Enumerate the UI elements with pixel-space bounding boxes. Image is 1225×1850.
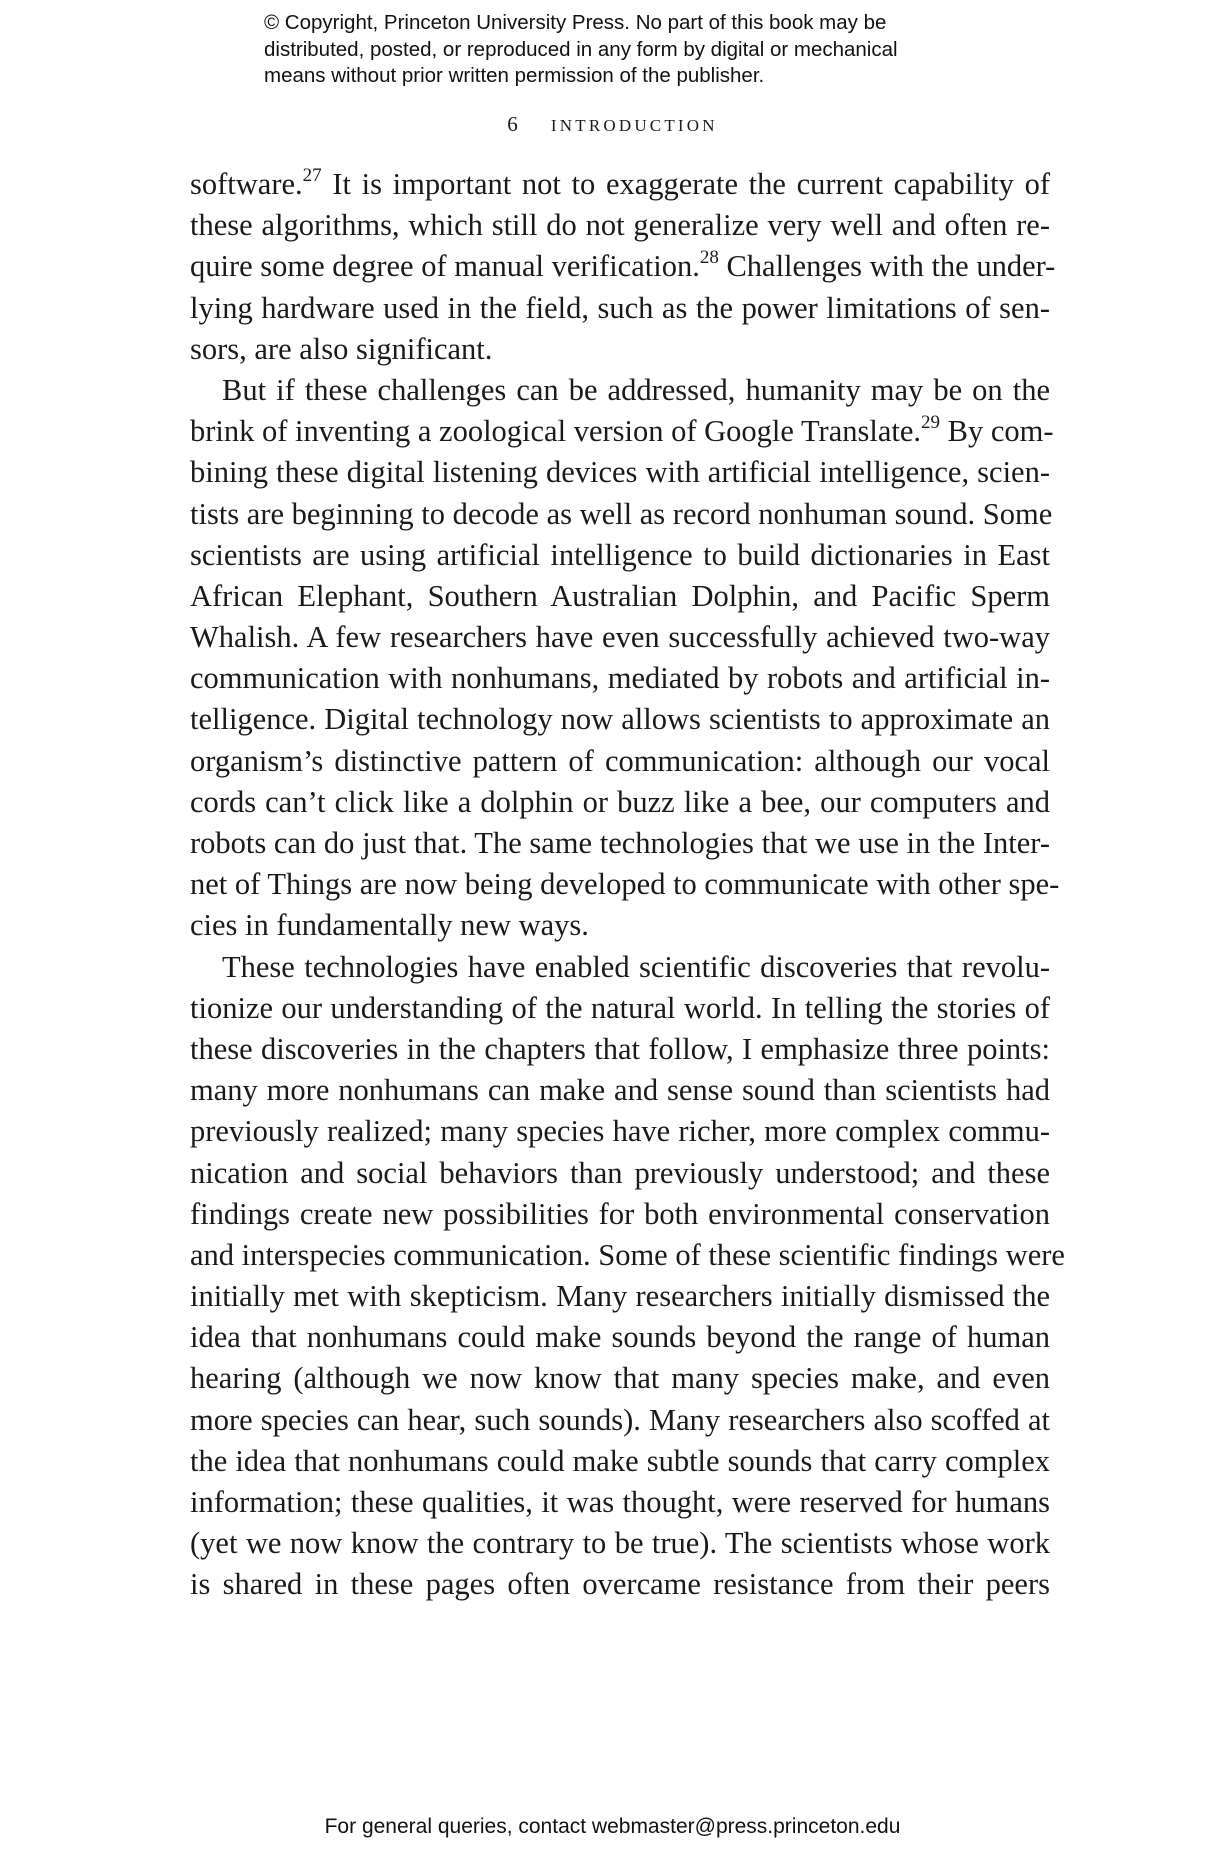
text-line	[190, 617, 1050, 658]
text-line	[190, 1358, 1050, 1399]
text-segment: These technologies have enabled scientific discoveries that revolu-	[222, 949, 1050, 984]
text-segment: previously realized; many species have richer, more complex commu-	[190, 1114, 1050, 1149]
footnote-reference: 29	[921, 411, 941, 433]
text-line	[190, 205, 1050, 246]
text-line	[190, 905, 1050, 946]
text-segment: software.	[190, 167, 303, 201]
text-segment: Challenges with the under-	[718, 249, 1056, 284]
text-line	[190, 164, 1050, 205]
text-line	[190, 1400, 1050, 1441]
text-line	[190, 1317, 1050, 1358]
text-line	[190, 823, 1050, 864]
text-line	[190, 535, 1050, 576]
text-line	[190, 1441, 1050, 1482]
text-line	[190, 782, 1050, 823]
section-title: INTRODUCTION	[550, 116, 718, 135]
text-line	[190, 452, 1050, 493]
text-line	[190, 246, 1056, 287]
text-segment: communication with nonhumans, mediated by robots and artificial in-	[190, 661, 1050, 696]
text-line	[190, 947, 1050, 988]
text-line	[190, 411, 1054, 452]
text-segment: nication and social behaviors than previously understood; and these	[190, 1155, 1050, 1190]
text-line	[190, 288, 1050, 329]
text-line	[190, 1153, 1050, 1194]
text-segment: lying hardware used in the field, such as the power limitations of sen-	[190, 290, 1050, 325]
text-line	[190, 699, 1050, 740]
text-segment: sors, are also significant.	[190, 331, 493, 366]
text-line	[190, 370, 1050, 411]
text-line	[190, 329, 1050, 370]
text-segment: findings create new possibilities for both environmental conservation	[190, 1196, 1050, 1231]
body-text	[190, 164, 1065, 1606]
text-segment: African Elephant, Southern Australian Dolphin, and Pacific Sperm	[190, 578, 1050, 613]
text-segment: hearing (although we now know that many species make, and even	[190, 1361, 1050, 1396]
text-segment: scientists are using artificial intelligence to build dictionaries in East	[190, 537, 1050, 572]
text-segment: more species can hear, such sounds). Many researchers also scoffed at	[190, 1402, 1050, 1437]
text-segment: these discoveries in the chapters that follow, I emphasize three points:	[190, 1031, 1050, 1066]
text-line	[190, 658, 1050, 699]
text-segment: initially met with skepticism. Many researchers initially dismissed the	[190, 1279, 1050, 1314]
text-line	[190, 988, 1050, 1029]
copyright-line: distributed, posted, or reproduced in any form by digital or mechanical	[264, 37, 898, 61]
footer-contact: For general queries, contact webmaster@press.princeton.edu	[324, 1815, 901, 1838]
text-line	[190, 1111, 1050, 1152]
text-line	[190, 1564, 1050, 1605]
footnote-reference: 27	[302, 164, 322, 186]
text-segment: cies in fundamentally new ways.	[190, 908, 589, 943]
text-segment: By com-	[940, 414, 1054, 449]
text-segment: these algorithms, which still do not generalize very well and often re-	[190, 208, 1050, 243]
text-line	[190, 741, 1050, 782]
text-segment: many more nonhumans can make and sense sound than scientists had	[190, 1073, 1050, 1108]
text-line	[190, 1070, 1050, 1111]
text-line	[190, 1523, 1050, 1564]
text-segment: idea that nonhumans could make sounds beyond the range of human	[190, 1320, 1050, 1355]
text-line	[190, 1235, 1065, 1276]
text-segment: But if these challenges can be addressed, humanity may be on the	[222, 372, 1050, 407]
running-head	[0, 112, 1225, 137]
copyright-line: © Copyright, Princeton University Press. No part of this book may be	[264, 11, 887, 34]
text-segment: and interspecies communication. Some of these scientific findings were	[190, 1237, 1065, 1272]
text-segment: quire some degree of manual verification.	[190, 249, 700, 284]
text-line	[190, 494, 1053, 535]
footnote-reference: 28	[699, 247, 719, 269]
text-segment: information; these qualities, it was thought, were reserved for humans	[190, 1485, 1050, 1519]
text-segment: (yet we now know the contrary to be true). The scientists whose work	[190, 1526, 1050, 1561]
text-segment: tionize our understanding of the natural world. In telling the stories of	[190, 990, 1050, 1025]
text-segment: is shared in these pages often overcame resistance from their peers	[190, 1567, 1050, 1602]
text-segment: bining these digital listening devices with artificial intelligence, scien-	[190, 455, 1050, 490]
text-segment: organism’s distinctive pattern of communication: although our vocal	[190, 743, 1050, 778]
text-segment: net of Things are now being developed to communicate with other spe-	[190, 867, 1060, 902]
text-segment: brink of inventing a zoological version of Google Translate.	[190, 414, 922, 449]
text-segment: the idea that nonhumans could make subtle sounds that carry complex	[190, 1443, 1050, 1478]
text-line	[190, 1194, 1050, 1235]
text-segment: telligence. Digital technology now allows scientists to approximate an	[190, 702, 1050, 737]
text-segment: cords can’t click like a dolphin or buzz like a bee, our computers and	[190, 784, 1050, 819]
text-segment: Whalish. A few researchers have even successfully achieved two-way	[190, 620, 1050, 655]
copyright-line: means without prior written permission of the publisher.	[264, 64, 765, 87]
text-segment: tists are beginning to decode as well as record nonhuman sound. Some	[190, 496, 1053, 531]
text-line	[190, 1482, 1050, 1523]
page-number: 6	[507, 112, 518, 136]
text-segment: It is important not to exaggerate the current capability of	[321, 167, 1050, 201]
text-line	[190, 1029, 1050, 1070]
copyright-notice	[264, 10, 984, 90]
text-line	[190, 1276, 1050, 1317]
text-line	[190, 576, 1050, 617]
text-line	[190, 864, 1060, 905]
text-segment: robots can do just that. The same technologies that we use in the Inter-	[190, 826, 1050, 860]
